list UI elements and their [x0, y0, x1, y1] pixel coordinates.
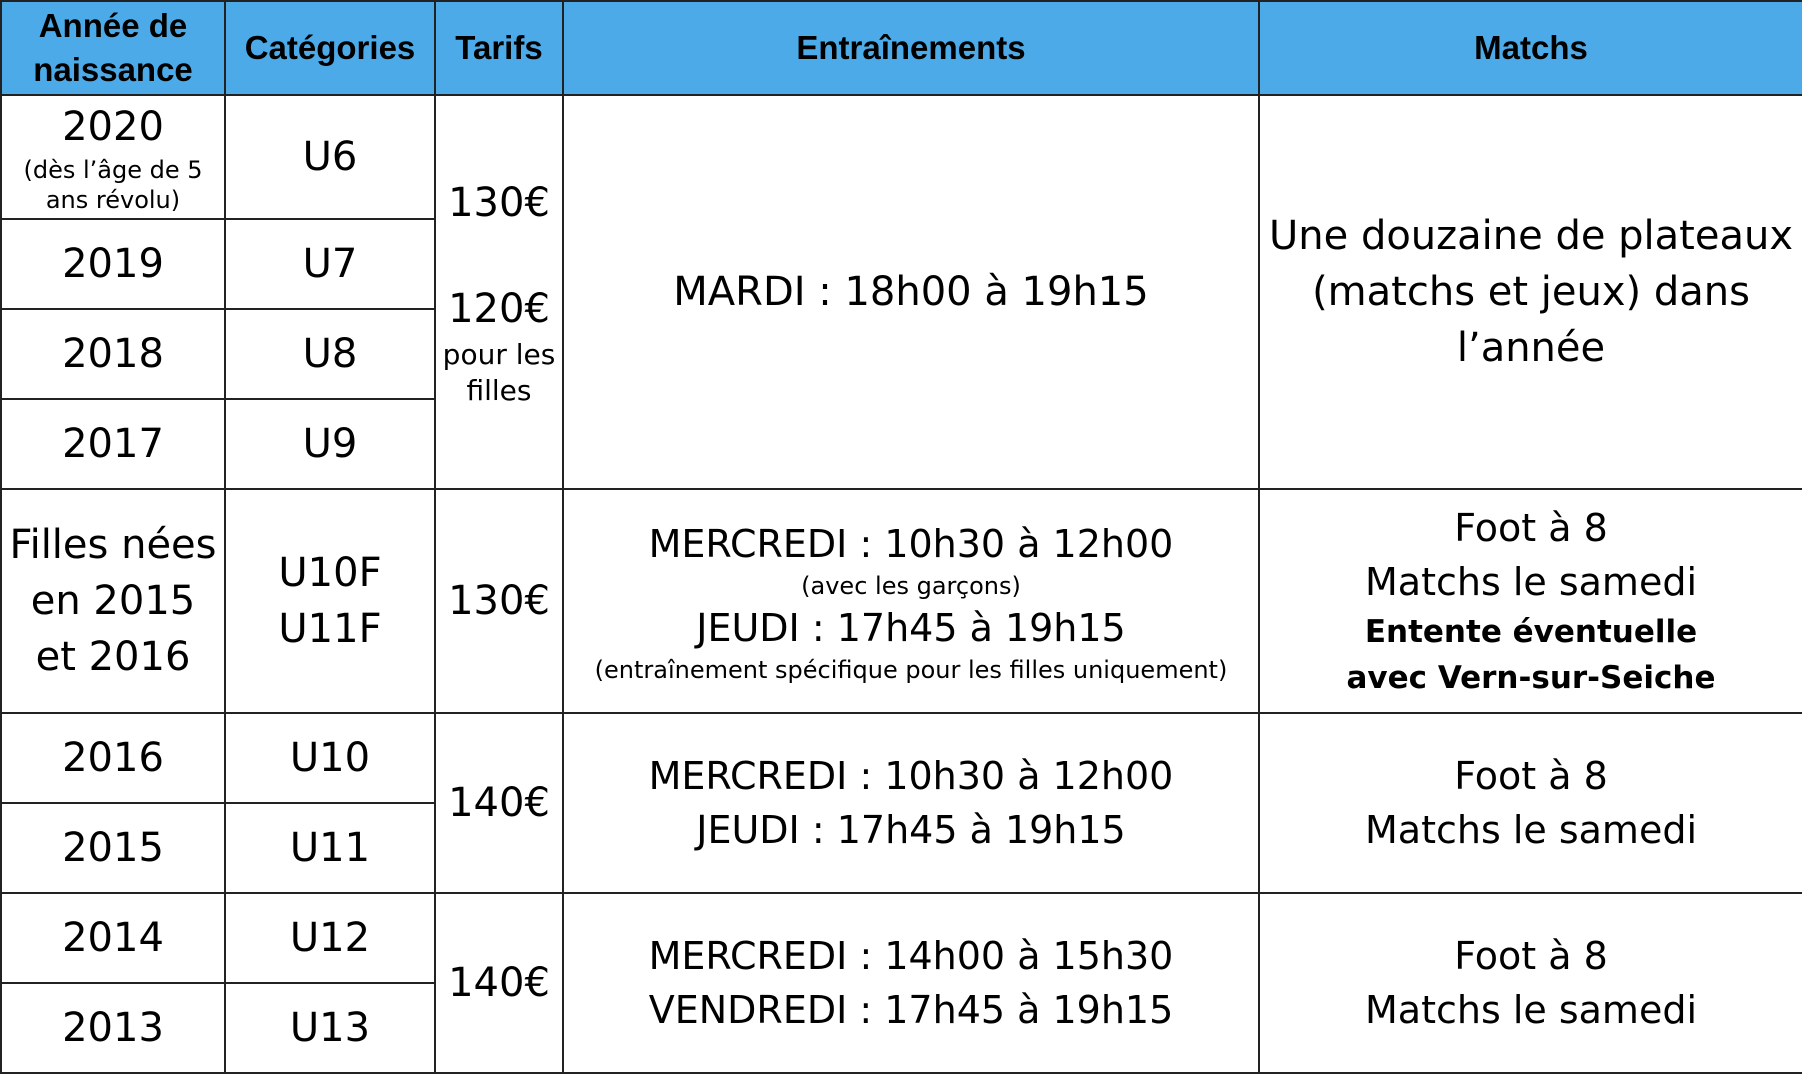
match-line: Matchs le samedi — [1365, 988, 1697, 1032]
training-cell — [563, 713, 1259, 893]
training-note: (entraînement spécifique pour les filles uniquement) — [594, 656, 1228, 684]
training-line: JEUDI : 17h45 à 19h15 — [696, 606, 1126, 650]
price-cell — [435, 95, 563, 489]
match-line: Matchs le samedi — [1365, 808, 1697, 852]
category-u6: U6 — [225, 95, 435, 219]
training-cell: MARDI : 18h00 à 19h15 — [563, 95, 1259, 489]
category-cell — [225, 489, 435, 713]
match-line: Foot à 8 — [1454, 934, 1608, 978]
year-cell: 2019 — [1, 219, 225, 309]
matches-cell — [1259, 489, 1802, 713]
table-row — [1, 95, 1802, 219]
year-note: (dès l’âge de 5 ans révolu) — [23, 156, 203, 214]
matches-cell — [1259, 713, 1802, 893]
table-row — [1, 713, 1802, 803]
year-2020: 2020 — [62, 104, 164, 150]
year-cell: 2017 — [1, 399, 225, 489]
table-row — [1, 893, 1802, 983]
header-category: Catégories — [225, 1, 435, 95]
price-cell: 140€ — [435, 893, 563, 1073]
match-line: avec Vern-sur-Seiche — [1346, 660, 1716, 696]
matches-cell — [1259, 893, 1802, 1073]
table-row — [1, 489, 1802, 713]
match-line: Foot à 8 — [1454, 506, 1608, 550]
category-cell: U10 — [225, 713, 435, 803]
matches-cell: Une douzaine de plateaux (matchs et jeux) dans l’année — [1259, 95, 1802, 489]
training-line: MERCREDI : 10h30 à 12h00 — [648, 754, 1174, 798]
training-line: MERCREDI : 10h30 à 12h00 — [648, 522, 1174, 566]
training-line: VENDREDI : 17h45 à 19h15 — [648, 988, 1174, 1032]
category-cell: U7 — [225, 219, 435, 309]
year-cell: 2016 — [1, 713, 225, 803]
category-cell: U9 — [225, 399, 435, 489]
price-girls: 120€ — [448, 286, 550, 332]
header-year: Année de naissance — [1, 1, 225, 95]
category-cell: U11 — [225, 803, 435, 893]
training-cell — [563, 893, 1259, 1073]
training-line: JEUDI : 17h45 à 19h15 — [696, 808, 1126, 852]
category-u10f: U10F — [278, 550, 382, 596]
match-line: Foot à 8 — [1454, 754, 1608, 798]
category-cell: U13 — [225, 983, 435, 1073]
year-cell: 2018 — [1, 309, 225, 399]
header-price: Tarifs — [435, 1, 563, 95]
category-u11f: U11F — [278, 606, 382, 652]
price-cell: 140€ — [435, 713, 563, 893]
header-training: Entraînements — [563, 1, 1259, 95]
training-note: (avec les garçons) — [801, 572, 1021, 600]
header-matches: Matchs — [1259, 1, 1802, 95]
match-line: Matchs le samedi — [1365, 560, 1697, 604]
year-cell: 2013 — [1, 983, 225, 1073]
price-main: 130€ — [448, 180, 550, 226]
year-cell — [1, 95, 225, 219]
price-girls-note: pour les filles — [442, 338, 556, 407]
header-row — [1, 1, 1802, 95]
year-cell: Filles nées en 2015 et 2016 — [1, 489, 225, 713]
price-cell: 130€ — [435, 489, 563, 713]
match-line: Entente éventuelle — [1364, 614, 1698, 650]
category-cell: U8 — [225, 309, 435, 399]
year-cell: 2014 — [1, 893, 225, 983]
year-cell: 2015 — [1, 803, 225, 893]
training-line: MERCREDI : 14h00 à 15h30 — [648, 934, 1174, 978]
training-cell — [563, 489, 1259, 713]
category-cell: U12 — [225, 893, 435, 983]
